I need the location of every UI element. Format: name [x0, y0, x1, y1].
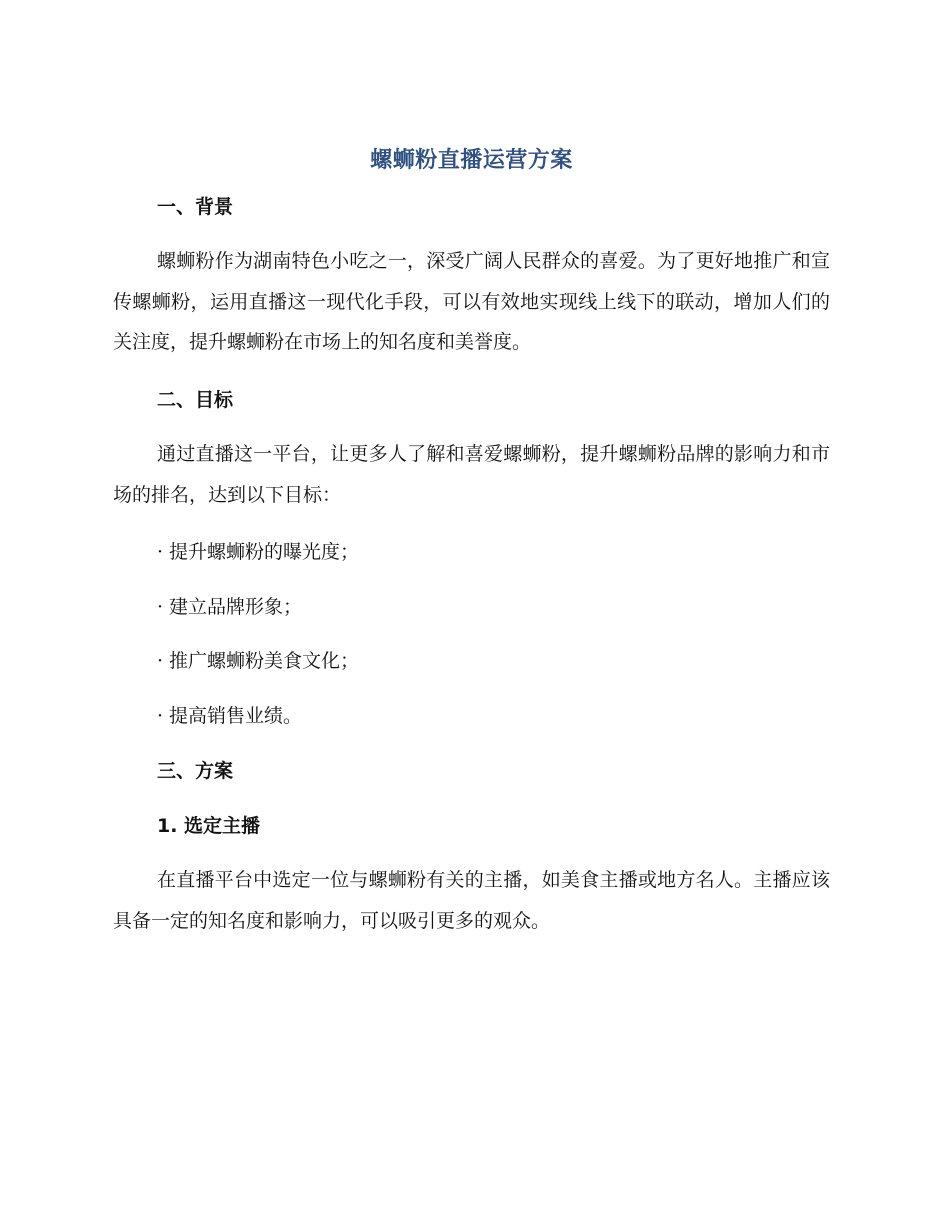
- goal-bullet-item: [157, 538, 359, 566]
- section-heading-background: 一、背景: [157, 196, 234, 218]
- bullet-dot: ·: [157, 705, 164, 727]
- goal-bullet-item: [157, 702, 302, 730]
- goal-bullet-text: 提升螺蛳粉的曝光度；: [169, 541, 360, 563]
- select-host-paragraph: 在直播平台中选定一位与螺蛳粉有关的主播，如美食主播或地方名人。主播应该具备一定的知名度和影响力，可以吸引更多的观众。: [113, 869, 830, 932]
- subsection-heading-select-host: 1. 选定主播: [157, 815, 261, 837]
- section-heading-plan: 三、方案: [157, 760, 234, 782]
- background-paragraph: 螺蛳粉作为湖南特色小吃之一，深受广阔人民群众的喜爱。为了更好地推广和宣传螺蛳粉，运用直播这一现代化手段，可以有效地实现线上线下的联动，增加人们的关注度，提升螺蛳粉在市场上的知名度和美誉度。: [113, 250, 830, 353]
- document-title: 螺蛳粉直播运营方案: [370, 148, 573, 173]
- goals-paragraph: 通过直播这一平台，让更多人了解和喜爱螺蛳粉，提升螺蛳粉品牌的影响力和市场的排名，达到以下目标：: [113, 443, 830, 506]
- goal-bullet-text: 推广螺蛳粉美食文化；: [169, 650, 360, 672]
- goal-bullet-item: [157, 593, 302, 621]
- bullet-dot: ·: [157, 541, 164, 563]
- bullet-dot: ·: [157, 596, 164, 618]
- section-heading-goals: 二、目标: [157, 389, 234, 411]
- goal-bullet-item: [157, 647, 359, 675]
- goal-bullet-text: 建立品牌形象；: [169, 596, 303, 618]
- goal-bullet-text: 提高销售业绩。: [169, 705, 303, 727]
- bullet-dot: ·: [157, 650, 164, 672]
